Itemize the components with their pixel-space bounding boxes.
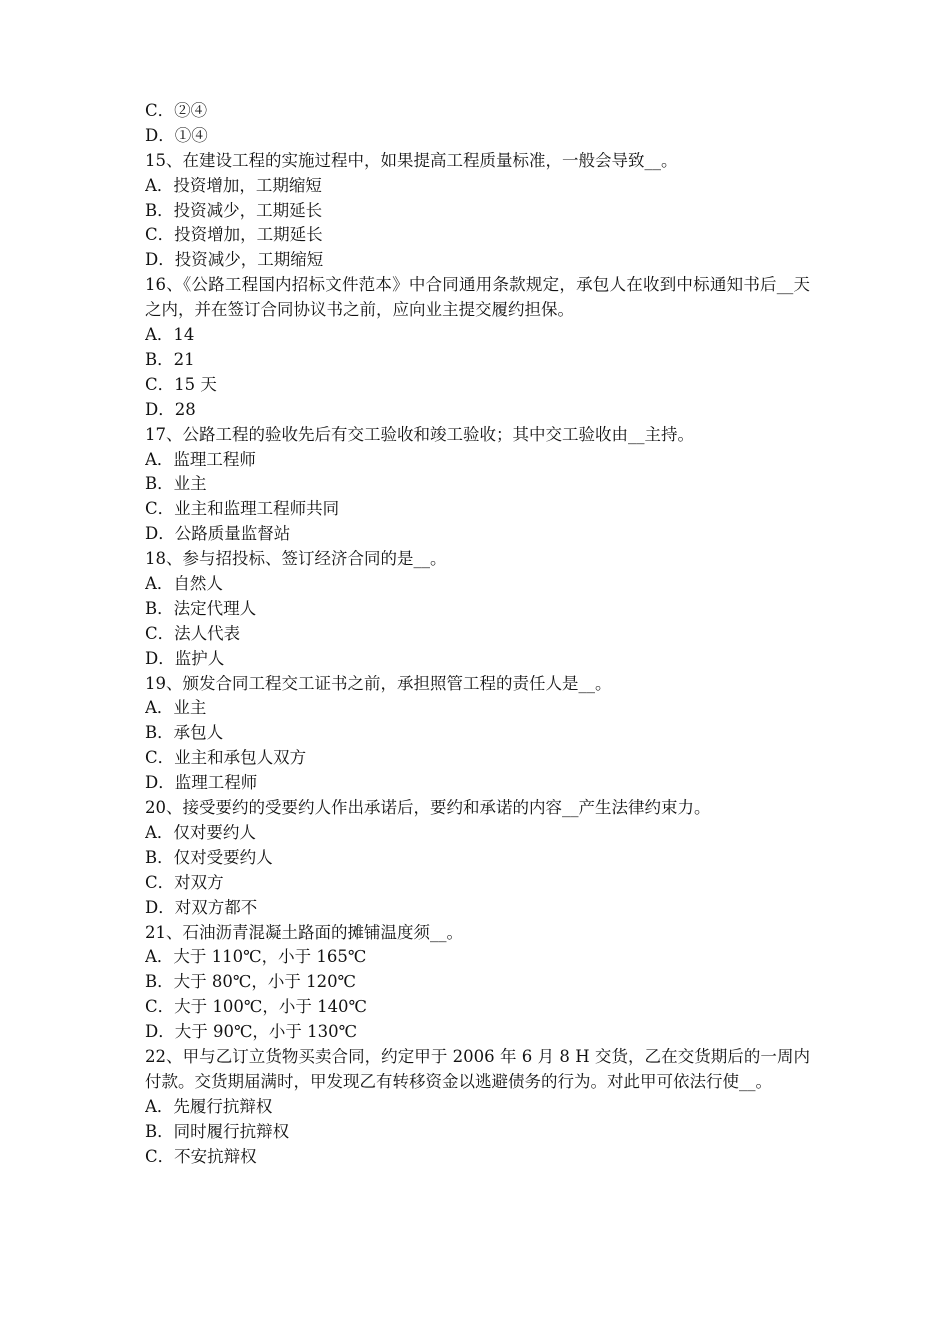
option-line: B．承包人 [145, 723, 224, 743]
question-stem: 18、参与招投标、签订经济合同的是__。 [145, 549, 447, 569]
option-line: B．投资减少，工期延长 [145, 200, 323, 220]
option-line: C．业主和承包人双方 [145, 748, 307, 768]
option-line: C．大于 100℃，小于 140℃ [145, 997, 368, 1017]
option-line: A．仅对要约人 [145, 822, 256, 842]
option-line: D．公路质量监督站 [145, 524, 291, 544]
option-line: D．监理工程师 [145, 773, 258, 793]
option-line: B．业主 [145, 474, 207, 494]
option-line: D．28 [145, 399, 196, 419]
question-stem: 22、甲与乙订立货物买卖合同，约定甲于 2006 年 6 月 8 H 交货，乙在交货期后的一周内付款。交货期届满时，甲发现乙有转移资金以逃避债务的行为。对此甲可依法行使__。 [145, 1046, 810, 1091]
option-line: B．大于 80℃，小于 120℃ [145, 972, 357, 992]
option-line: A．监理工程师 [145, 449, 256, 469]
document-body [145, 99, 810, 1169]
option-line: C．对双方 [145, 872, 224, 892]
question-18 [145, 547, 810, 671]
option-line: A．先履行抗辩权 [145, 1096, 273, 1116]
question-17 [145, 423, 810, 547]
option-line: A．自然人 [145, 574, 223, 593]
question-stem: 16、《公路工程国内招标文件范本》中合同通用条款规定，承包人在收到中标通知书后__天之内，并在签订合同协议书之前，应向业主提交履约担保。 [145, 275, 810, 320]
option-line: B．仅对受要约人 [145, 847, 273, 867]
option-line: C．不安抗辩权 [145, 1146, 257, 1166]
option-line: A．14 [145, 325, 195, 345]
option-line: C．15 天 [145, 374, 217, 394]
question-stem: 15、在建设工程的实施过程中，如果提高工程质量标准，一般会导致__。 [145, 150, 678, 170]
option-line: C．业主和监理工程师共同 [145, 499, 340, 519]
question-22 [145, 1045, 810, 1169]
question-stem: 17、公路工程的验收先后有交工验收和竣工验收；其中交工验收由__主持。 [145, 424, 694, 444]
question-stem: 20、接受要约的受要约人作出承诺后，要约和承诺的内容__产生法律约束力。 [145, 798, 711, 818]
option-line: C．法人代表 [145, 623, 241, 643]
option-line: B．同时履行抗辩权 [145, 1121, 290, 1141]
option-line: B．法定代理人 [145, 598, 257, 618]
option-line: A．业主 [145, 698, 207, 718]
question-20 [145, 796, 810, 920]
option-line: D．投资减少，工期缩短 [145, 250, 324, 270]
question-16 [145, 273, 810, 422]
option-line: D．监护人 [145, 648, 225, 668]
option-line: C．②④ [145, 101, 208, 120]
question-19 [145, 672, 810, 796]
option-line: A．大于 110℃，小于 165℃ [145, 947, 367, 967]
option-line: C．投资增加，工期延长 [145, 225, 323, 245]
question-stem: 19、颁发合同工程交工证书之前，承担照管工程的责任人是__。 [145, 673, 612, 693]
question-stem: 21、石油沥青混凝土路面的摊铺温度须__。 [145, 922, 463, 942]
option-line: D．对双方都不 [145, 897, 258, 917]
option-line: A．投资增加，工期缩短 [145, 175, 322, 195]
question-15 [145, 149, 810, 273]
option-line: B．21 [145, 349, 195, 369]
question-21 [145, 921, 810, 1045]
option-line: D．①④ [145, 125, 208, 145]
option-line: D．大于 90℃，小于 130℃ [145, 1022, 358, 1042]
